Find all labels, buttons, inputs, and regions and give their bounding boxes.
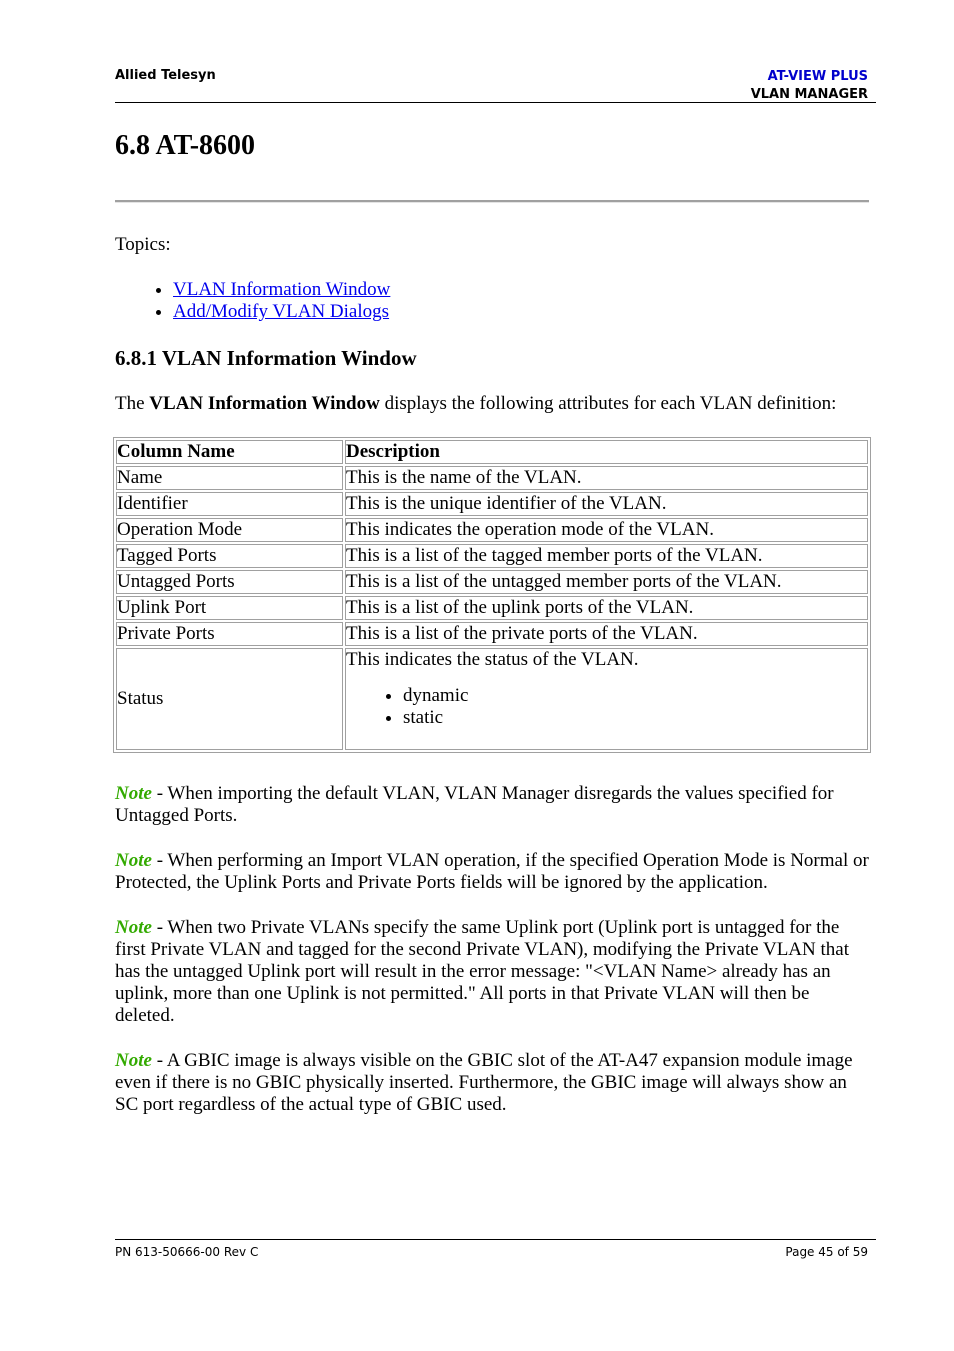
table-row bbox=[116, 492, 868, 516]
topic-item bbox=[173, 301, 390, 323]
note-label: Note bbox=[115, 783, 152, 804]
cell-description: This is a list of the private ports of the VLAN. bbox=[345, 622, 868, 646]
status-values-list bbox=[346, 685, 867, 729]
cell-column-name: Private Ports bbox=[116, 622, 343, 646]
table-row bbox=[116, 466, 868, 490]
note-label: Note bbox=[115, 1050, 152, 1071]
header-section: VLAN MANAGER bbox=[750, 87, 868, 102]
header-company: Allied Telesyn bbox=[115, 68, 216, 83]
table-row bbox=[116, 622, 868, 646]
note-label: Note bbox=[115, 917, 152, 938]
topics-label: Topics: bbox=[115, 234, 171, 255]
header-divider bbox=[115, 102, 876, 103]
intro-text-bold: VLAN Information Window bbox=[149, 393, 380, 414]
title-rule bbox=[115, 200, 869, 203]
status-value: • dynamic bbox=[403, 685, 867, 707]
note-text: - A GBIC image is always visible on the GBIC slot of the AT-A47 expansion module image even if there is no GBIC physically inserted. Furthermore, the GBIC image will always show an SC port regardless of the actual type of GBIC used. bbox=[115, 1050, 853, 1115]
table-row-status bbox=[116, 648, 868, 750]
topics-list bbox=[115, 279, 390, 323]
header-product-block bbox=[751, 68, 868, 104]
intro-text-before: The bbox=[115, 393, 150, 414]
footer-page-number: Page 45 of 59 bbox=[785, 1245, 868, 1259]
note-text: - When performing an Import VLAN operation, if the specified Operation Mode is Normal or Protected, the Uplink Ports and Private Ports fields will be ignored by the application. bbox=[115, 850, 869, 893]
column-header-name: Column Name bbox=[116, 440, 343, 464]
status-value: • static bbox=[403, 707, 867, 729]
intro-text-after: displays the following attributes for each VLAN definition: bbox=[379, 393, 837, 414]
table-row bbox=[116, 596, 868, 620]
footer-divider bbox=[115, 1239, 876, 1240]
note-gbic-image bbox=[115, 1050, 873, 1116]
topic-link-add-modify-vlan-dialogs[interactable]: Add/Modify VLAN Dialogs bbox=[173, 301, 390, 322]
footer-part-number: PN 613-50666-00 Rev C bbox=[115, 1245, 259, 1259]
cell-description bbox=[345, 648, 868, 750]
note-text: - When importing the default VLAN, VLAN Manager disregards the values specified for Untagged Ports. bbox=[115, 783, 834, 826]
cell-column-name: Identifier bbox=[116, 492, 343, 516]
cell-description: This is a list of the uplink ports of the VLAN. bbox=[345, 596, 868, 620]
note-label: Note bbox=[115, 850, 152, 871]
cell-description: This is a list of the untagged member ports of the VLAN. bbox=[345, 570, 868, 594]
vlan-attributes-table bbox=[113, 437, 871, 753]
table-row bbox=[116, 518, 868, 542]
header-product: AT-VIEW PLUS bbox=[767, 69, 868, 84]
note-text: - When two Private VLANs specify the same Uplink port (Uplink port is untagged for the first Private VLAN and tagged for the second Private VLAN), modifying the Private VLAN that has the untagged Uplink port will result in the error message: "<VLAN Name> already has an uplink, more than one Uplink is not permitted." All ports in that Private VLAN will then be deleted. bbox=[115, 917, 849, 1026]
table-row bbox=[116, 570, 868, 594]
topic-link-vlan-information-window[interactable]: VLAN Information Window bbox=[173, 279, 391, 300]
cell-description: This is the name of the VLAN. bbox=[345, 466, 868, 490]
cell-description: This indicates the operation mode of the VLAN. bbox=[345, 518, 868, 542]
note-private-vlan-uplink bbox=[115, 917, 873, 1027]
note-default-vlan bbox=[115, 783, 873, 827]
table-header-row bbox=[116, 440, 868, 464]
cell-column-name: Operation Mode bbox=[116, 518, 343, 542]
cell-column-name: Untagged Ports bbox=[116, 570, 343, 594]
column-header-description: Description bbox=[345, 440, 868, 464]
note-import-operation bbox=[115, 850, 873, 894]
topic-item bbox=[173, 279, 390, 301]
cell-column-name: Uplink Port bbox=[116, 596, 343, 620]
status-description: This indicates the status of the VLAN. bbox=[346, 649, 639, 670]
subsection-title: 6.8.1 VLAN Information Window bbox=[115, 346, 417, 370]
cell-description: This is a list of the tagged member ports of the VLAN. bbox=[345, 544, 868, 568]
cell-description: This is the unique identifier of the VLAN. bbox=[345, 492, 868, 516]
intro-paragraph bbox=[115, 393, 875, 415]
table-row bbox=[116, 544, 868, 568]
cell-column-name: Tagged Ports bbox=[116, 544, 343, 568]
cell-column-name: Status bbox=[116, 648, 343, 750]
page-title: 6.8 AT-8600 bbox=[115, 130, 256, 161]
cell-column-name: Name bbox=[116, 466, 343, 490]
